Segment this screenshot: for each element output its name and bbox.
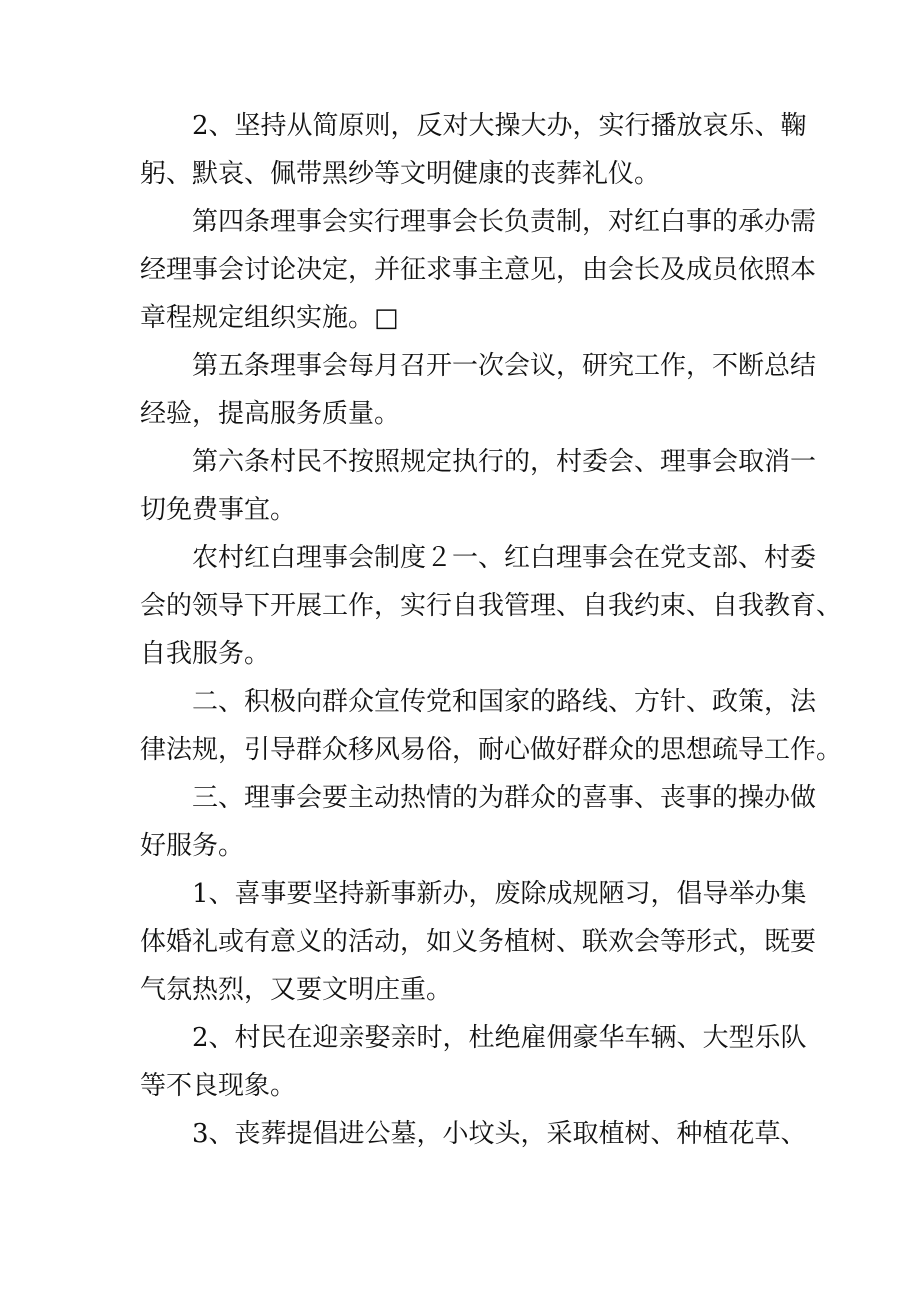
text-line: 躬、默哀、佩带黑纱等文明健康的丧葬礼仪。 — [140, 159, 661, 189]
text-line: 等不良现象。 — [140, 1071, 297, 1101]
text-line: 经理事会讨论决定，并征求事主意见，由会长及成员依照本 — [140, 255, 817, 285]
text-line: 2、村民在迎亲娶亲时，杜绝雇佣豪华车辆、大型乐队 — [192, 1023, 807, 1053]
text-line: 切免费事宜。 — [140, 495, 297, 525]
text-line: 3、丧葬提倡进公墓，小坟头，采取植树、种植花草、 — [192, 1119, 807, 1149]
text-line: 第四条理事会实行理事会长负责制，对红白事的承办需 — [192, 207, 817, 237]
text-line: 二、积极向群众宣传党和国家的路线、方针、政策，法 — [192, 687, 817, 717]
text-line: 气氛热烈，又要文明庄重。 — [140, 975, 453, 1005]
text-line: 农村红白理事会制度２一、红白理事会在党支部、村委 — [192, 543, 817, 573]
text-line: 自我服务。 — [140, 639, 271, 669]
text-line: 章程规定组织实施。□ — [140, 303, 399, 333]
text-line: 好服务。 — [140, 831, 245, 861]
text-line: 第五条理事会每月召开一次会议，研究工作，不断总结 — [192, 351, 817, 381]
text-line: 2、坚持从简原则，反对大操大办，实行播放哀乐、鞠 — [192, 111, 807, 141]
text-line: 经验，提高服务质量。 — [140, 399, 401, 429]
text-line: 体婚礼或有意义的活动，如义务植树、联欢会等形式，既要 — [140, 927, 817, 957]
text-line: 第六条村民不按照规定执行的，村委会、理事会取消一 — [192, 447, 817, 477]
text-line: 律法规，引导群众移风易俗，耐心做好群众的思想疏导工作。 — [140, 735, 843, 765]
text-line: 三、理事会要主动热情的为群众的喜事、丧事的操办做 — [192, 783, 817, 813]
text-line: 1、喜事要坚持新事新办，废除成规陋习，倡导举办集 — [192, 879, 807, 909]
document-page — [140, 102, 843, 1158]
text-line: 会的领导下开展工作，实行自我管理、自我约束、自我教育、 — [140, 591, 843, 621]
